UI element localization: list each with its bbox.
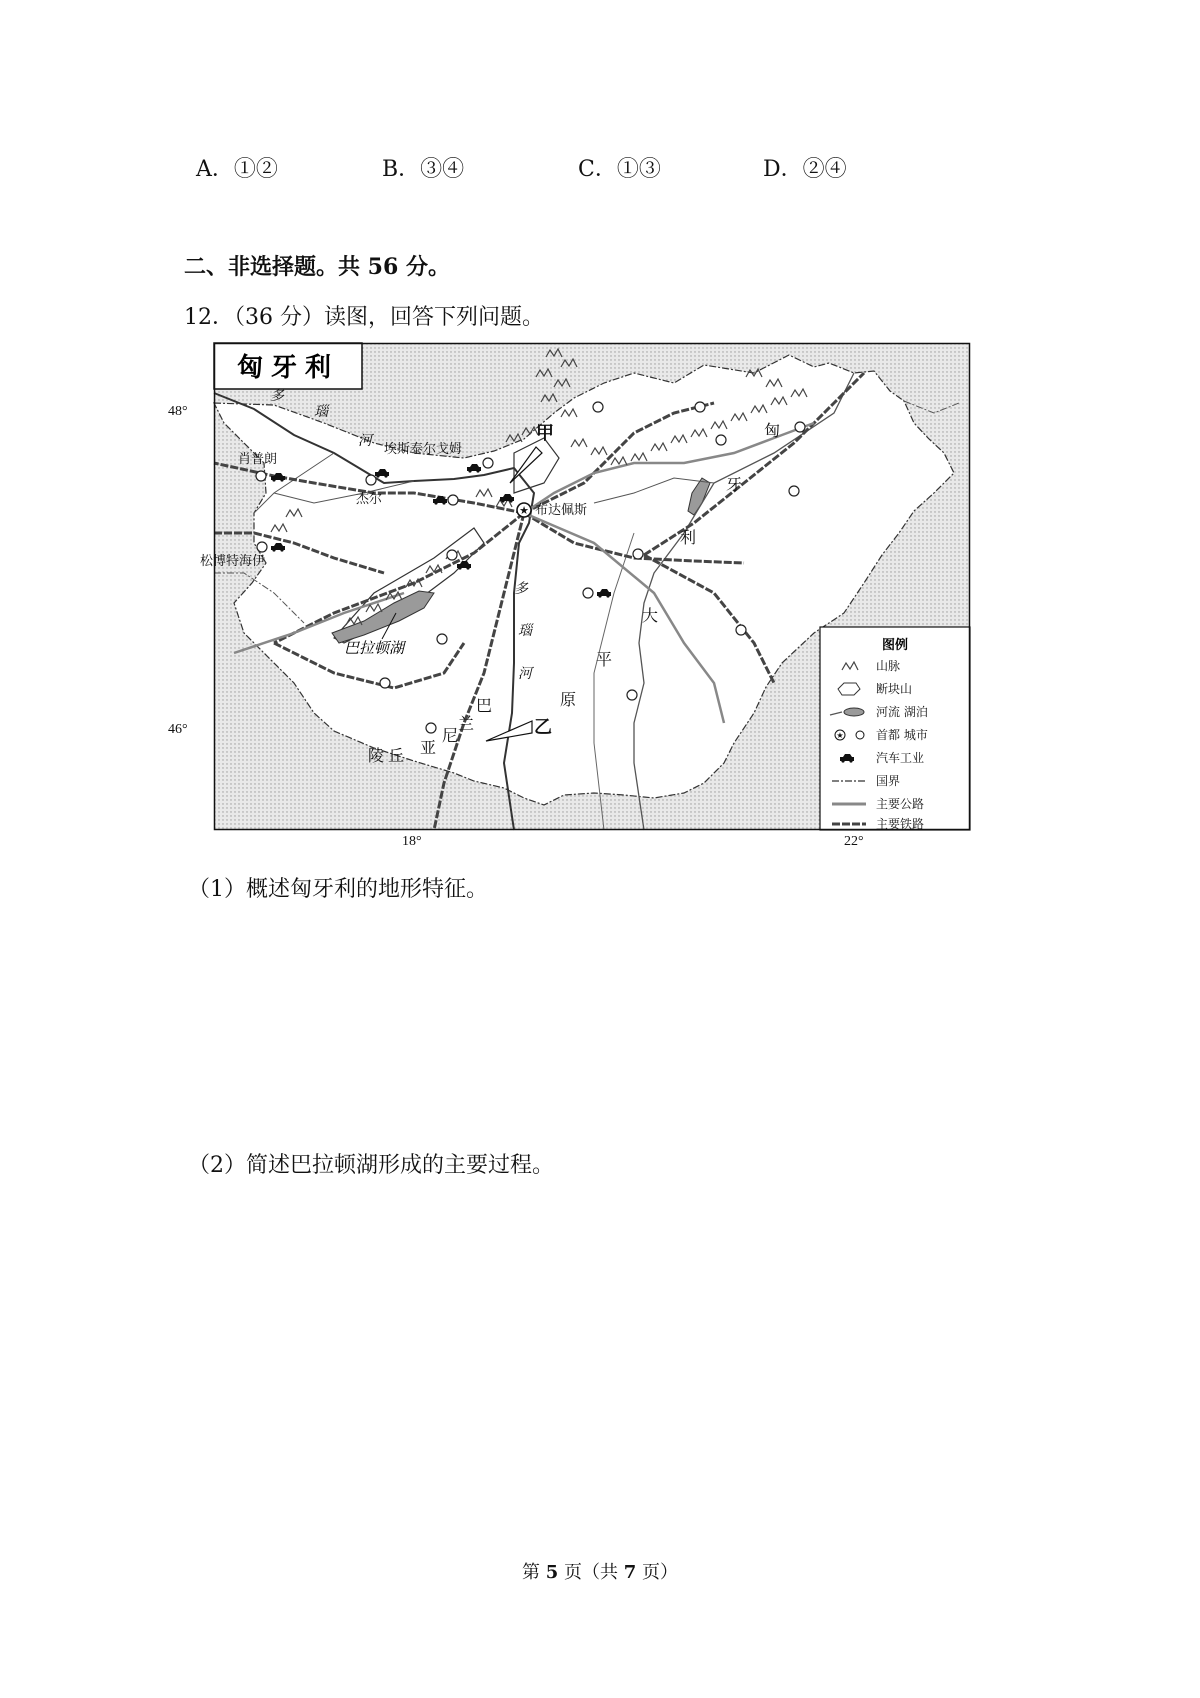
page-footer bbox=[0, 1558, 1200, 1584]
region-hills-4: 丘 bbox=[388, 746, 405, 765]
label-budapest: 布达佩斯 bbox=[535, 503, 588, 518]
region-plain-1: 大 bbox=[642, 606, 659, 625]
section-prefix: 二、非选择题。共 bbox=[184, 254, 368, 280]
legend-item-river-lake: 河流 湖泊 bbox=[876, 705, 928, 719]
lat-label-46: 46° bbox=[168, 722, 188, 737]
river-label-danube-lower-2: 瑙 bbox=[518, 623, 532, 639]
option-a[interactable]: A．①② bbox=[196, 157, 278, 182]
capital-budapest bbox=[517, 503, 531, 517]
city-marker bbox=[627, 690, 637, 700]
lon-label-18: 18° bbox=[402, 834, 422, 849]
river-label-danube-lower-3: 河 bbox=[518, 666, 532, 682]
label-esztergom: 埃斯泰尔戈姆 bbox=[384, 442, 463, 457]
label-gyor: 杰尔 bbox=[356, 492, 383, 507]
region-plain-3: 原 bbox=[560, 690, 577, 709]
section-heading bbox=[184, 250, 450, 281]
legend-item-block: 断块山 bbox=[876, 682, 913, 696]
river-label-danube-upper-1: 多 bbox=[270, 388, 284, 404]
marker-yi: 乙 bbox=[534, 717, 552, 738]
city-marker bbox=[789, 486, 799, 496]
city-marker bbox=[736, 625, 746, 635]
section-suffix: 分。 bbox=[398, 254, 450, 280]
region-hills-5: 亚 bbox=[420, 738, 437, 757]
city-esztergom bbox=[483, 458, 493, 468]
legend-item-capital-city: 首都 城市 bbox=[876, 728, 928, 742]
city-marker bbox=[633, 549, 643, 559]
map-title: 匈牙利 bbox=[236, 353, 340, 383]
legend-lake-icon bbox=[844, 708, 864, 716]
sub-question-1: （1）概述匈牙利的地形特征。 bbox=[188, 877, 488, 902]
legend-title: 图例 bbox=[881, 638, 909, 653]
river-label-danube-upper-2: 瑙 bbox=[314, 404, 328, 420]
legend-item-highway: 主要公路 bbox=[876, 797, 925, 811]
city-marker bbox=[583, 588, 593, 598]
legend-star-icon: ★ bbox=[836, 731, 844, 740]
label-szombathely: 松博特海伊 bbox=[200, 554, 266, 569]
region-hungary-2: 牙 bbox=[726, 475, 743, 494]
city-marker bbox=[437, 634, 447, 644]
section-score: 56 bbox=[367, 254, 399, 280]
region-hills-1: 巴 bbox=[476, 696, 493, 715]
city-szombathely bbox=[257, 542, 267, 552]
footer-prefix: 第 bbox=[522, 1562, 546, 1583]
label-lake-balaton: 巴拉顿湖 bbox=[344, 639, 405, 657]
city-marker bbox=[716, 435, 726, 445]
question-12: 12．（36 分）读图，回答下列问题。 bbox=[184, 305, 544, 330]
legend-item-border: 国界 bbox=[876, 774, 901, 788]
legend-item-car: 汽车工业 bbox=[876, 751, 925, 765]
footer-suffix: 页） bbox=[636, 1562, 678, 1583]
lon-label-22: 22° bbox=[844, 834, 864, 849]
river-label-danube-lower-1: 多 bbox=[514, 581, 528, 597]
city-marker bbox=[448, 495, 458, 505]
region-hills-2: 兰 bbox=[458, 714, 475, 733]
option-c[interactable]: C．①③ bbox=[578, 157, 661, 182]
option-d[interactable]: D．②④ bbox=[763, 157, 847, 182]
city-marker bbox=[380, 678, 390, 688]
legend-item-mountain: 山脉 bbox=[876, 659, 901, 673]
footer-page: 5 bbox=[545, 1562, 559, 1583]
city-sopron bbox=[256, 471, 266, 481]
marker-jia: 甲 bbox=[536, 423, 554, 444]
footer-total: 7 bbox=[623, 1562, 637, 1583]
river-label-danube-upper-3: 河 bbox=[358, 433, 372, 449]
city-marker bbox=[795, 422, 805, 432]
sub-question-2: （2）简述巴拉顿湖形成的主要过程。 bbox=[188, 1153, 554, 1178]
city-marker bbox=[695, 402, 705, 412]
city-marker bbox=[593, 402, 603, 412]
city-marker bbox=[447, 550, 457, 560]
map-legend bbox=[820, 627, 970, 831]
option-b[interactable]: B．③④ bbox=[382, 157, 465, 182]
hungary-map bbox=[200, 343, 970, 831]
region-plain-2: 平 bbox=[596, 650, 613, 669]
region-hills-6: 尼 bbox=[442, 726, 459, 745]
answer-options bbox=[0, 152, 1200, 188]
region-hungary-1: 匈 bbox=[764, 421, 781, 440]
region-hungary-3: 利 bbox=[680, 528, 697, 547]
footer-mid: 页（共 bbox=[558, 1562, 624, 1583]
city-marker bbox=[426, 723, 436, 733]
legend-city-icon bbox=[856, 731, 864, 739]
city-gyor bbox=[366, 475, 376, 485]
legend-item-railway: 主要铁路 bbox=[876, 817, 925, 831]
region-hills-3: 陵 bbox=[368, 746, 385, 765]
svg-text:★: ★ bbox=[519, 504, 529, 517]
label-sopron: 肖普朗 bbox=[238, 452, 278, 467]
lat-label-48: 48° bbox=[168, 404, 188, 419]
